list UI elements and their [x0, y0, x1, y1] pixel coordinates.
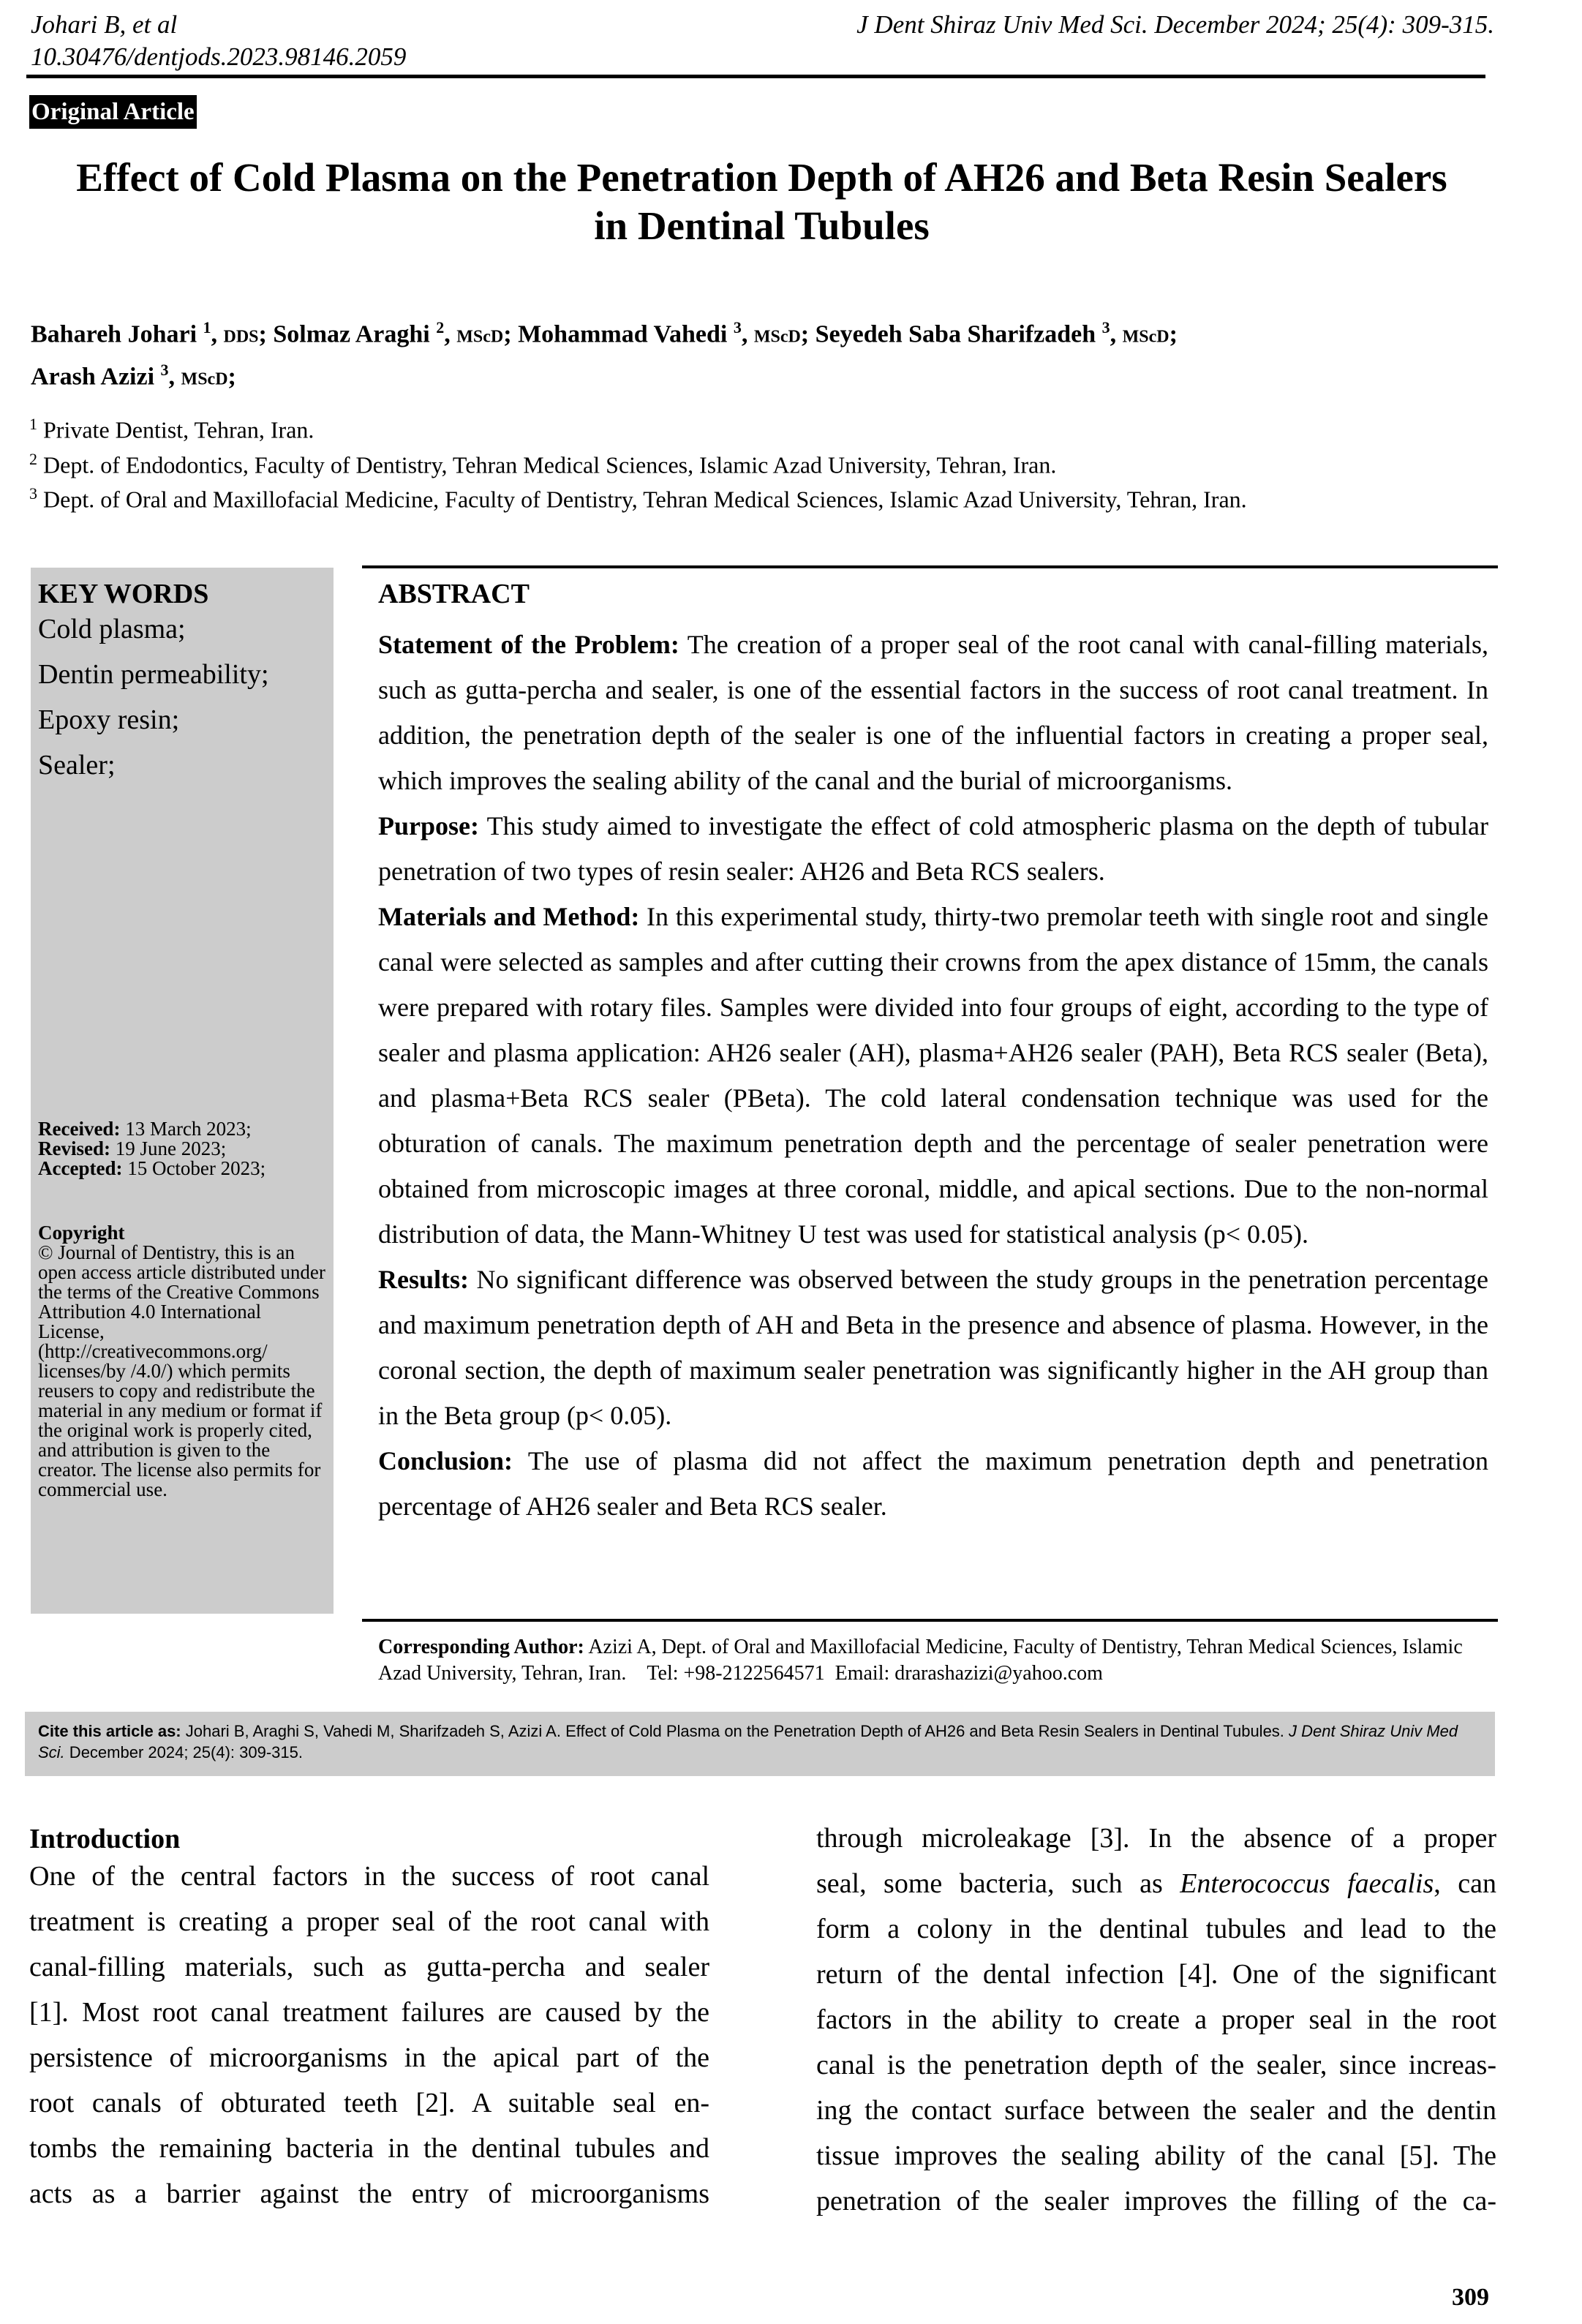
body-line: canal-filling materials, such as gutta-percha and sealer — [29, 1952, 709, 1982]
abstract-top-rule — [362, 565, 1498, 568]
abstract-section-conclusion: Conclusion: The use of plasma did not affect the maximum penetration depth and penetration percentage of AH26 sealer and Beta RCS sealer. — [378, 1446, 1488, 1521]
body-line: persistence of microorganisms in the apical part of the — [29, 2042, 709, 2073]
keyword-item: Cold plasma; — [38, 614, 186, 644]
running-author: Johari B, et al — [31, 10, 178, 39]
title-line-2: in Dentinal Tubules — [594, 203, 930, 248]
body-line: root canals of obturated teeth [2]. A suitable seal en- — [29, 2088, 709, 2118]
doi[interactable]: 10.30476/dentjods.2023.98146.2059 — [31, 42, 407, 71]
author-name: Arash Azizi — [31, 363, 155, 391]
introduction-heading: Introduction — [29, 1824, 181, 1854]
abstract-section-problem: Statement of the Problem: The creation of a proper seal of the root canal with canal-filling materials, such as gutta-percha and sealer, is one of the essential factors in the success of root canal treatment. In addition, the penetration depth of the sealer is one of the influential factors in creating a proper seal, which improves the sealing ability of the canal and the burial of microorganisms. — [378, 630, 1488, 795]
body-line: penetration of the sealer improves the filling of the ca- — [816, 2186, 1496, 2216]
cite-box — [25, 1712, 1495, 1776]
revised-date: Revised: 19 June 2023; — [38, 1137, 227, 1159]
body-line: acts as a barrier against the entry of microorganisms — [29, 2178, 709, 2209]
accepted-date: Accepted: 15 October 2023; — [38, 1157, 266, 1179]
article-dates — [38, 1119, 331, 1178]
author-affiliation-mark: 2 — [436, 318, 445, 336]
body-line: [1]. Most root canal treatment failures are caused by the — [29, 1997, 709, 2028]
corresponding-email[interactable]: Email: drarashazizi@yahoo.com — [835, 1662, 1103, 1685]
abstract-bottom-rule — [362, 1619, 1498, 1622]
article-type-badge: Original Article — [29, 95, 197, 129]
body-line: seal, some bacteria, such as Enterococcus faecalis, can — [816, 1868, 1497, 1899]
author-degree: MScD — [181, 369, 228, 389]
received-date: Received: 13 March 2023; — [38, 1118, 252, 1140]
author-degree: MScD — [456, 327, 504, 347]
author-degree: MScD — [753, 327, 801, 347]
keywords-heading: KEY WORDS — [38, 579, 209, 609]
affiliation-item: $^1$ Private Dentist, Tehran, Iran. — [29, 415, 314, 443]
body-line: ing the contact surface between the sealer and the dentin — [816, 2095, 1496, 2126]
copyright-text: © Journal of Dentistry, this is an open access article distributed under the terms of the Creative Commons Attribution 4.0 International License, (http://creativecommons.org/ licenses/by /4.0/) which permits reusers to copy and redistribute the material in any medium or format if the original work is properly cited, and attribution is given to the creator. The license also permits for commercial use. — [38, 1241, 325, 1500]
abstract-heading: ABSTRACT — [378, 579, 530, 609]
abstract-section-purpose: Purpose: This study aimed to investigate the effect of cold atmospheric plasma on the depth of tubular penetration of two types of resin sealer: AH26 and Beta RCS sealers. — [378, 811, 1488, 886]
keyword-item: Dentin permeability; — [38, 659, 269, 690]
running-header-left — [31, 9, 406, 73]
body-line: tombs the remaining bacteria in the dentinal tubules and — [29, 2133, 709, 2164]
corresponding-author: Corresponding Author: Azizi A, Dept. of Oral and Maxillofacial Medicine, Faculty of Dentistry, Tehran Medical Sciences, Islamic Azad University, Tehran, Iran. Tel: +98-2122564571 Email: drarashazizi@yahoo.com — [378, 1636, 1463, 1685]
body-line: through microleakage [3]. In the absence of a proper — [816, 1823, 1496, 1854]
author-affiliation-mark: 1 — [203, 318, 211, 336]
article-title — [29, 154, 1494, 250]
affiliations — [29, 410, 1529, 514]
body-line: form a colony in the dentinal tubules and lead to the — [816, 1914, 1496, 1944]
title-line-1: Effect of Cold Plasma on the Penetration Depth of AH26 and Beta Resin Sealers — [76, 155, 1447, 200]
author-name: Bahareh Johari — [31, 320, 197, 348]
author-degree: MScD — [1122, 327, 1169, 347]
author-name: Seyedeh Saba Sharifzadeh — [815, 320, 1096, 348]
keyword-item: Sealer; — [38, 750, 116, 781]
author-list: Bahareh Johari $^1$, DDS; Solmaz Araghi $^2$, MScD; Mohammad Vahedi $^3$, MScD; Seyedeh Saba Sharifzadeh $^3$, MScD; Arash Azizi $^3$, MScD; — [31, 318, 1178, 391]
author-affiliation-mark: 3 — [733, 318, 742, 336]
abstract-section-results: Results: No significant difference was observed between the study groups in the penetration percentage and maximum penetration depth of AH and Beta in the presence and absence of plasma. However, in the coronal section, the depth of maximum sealer penetration was significantly higher in the AH group than in the Beta group (p< 0.05). — [378, 1265, 1488, 1430]
author-affiliation-mark: 3 — [1101, 318, 1110, 336]
author-affiliation-mark: 3 — [160, 361, 169, 380]
affiliation-item: $^3$ Dept. of Oral and Maxillofacial Medicine, Faculty of Dentistry, Tehran Medical Sciences, Islamic Azad University, Tehran, Iran. — [29, 484, 1247, 513]
author-degree: DDS — [223, 327, 259, 347]
header-rule — [26, 75, 1485, 78]
body-line: factors in the ability to create a proper seal in the root — [816, 2004, 1496, 2035]
copyright-heading: Copyright — [38, 1222, 125, 1244]
body-line: canal is the penetration depth of the sealer, since increas- — [816, 2050, 1496, 2080]
abstract-body — [378, 622, 1488, 1529]
affiliation-item: $^2$ Dept. of Endodontics, Faculty of Dentistry, Tehran Medical Sciences, Islamic Azad University, Tehran, Iran. — [29, 449, 1057, 478]
body-line: One of the central factors in the success of root canal — [29, 1861, 709, 1892]
corresponding-tel: Tel: +98-2122564571 — [647, 1662, 825, 1685]
body-column-left — [29, 1854, 709, 2216]
copyright-notice — [38, 1223, 331, 1500]
body-line: treatment is creating a proper seal of the root canal with — [29, 1906, 709, 1937]
journal-citation: J Dent Shiraz Univ Med Sci. December 2024; 25(4): 309-315. — [856, 10, 1494, 39]
author-name: Solmaz Araghi — [273, 320, 430, 348]
abstract-section-methods: Materials and Method: In this experimental study, thirty-two premolar teeth with single root and single canal were selected as samples and after cutting their crowns from the apex distance of 15mm, the canals were prepared with rotary files. Samples were divided into four groups of eight, according to the type of sealer and plasma application: AH26 sealer (AH), plasma+AH26 sealer (PAH), Beta RCS sealer (Beta), and plasma+Beta RCS sealer (PBeta). The cold lateral condensation technique was used for the obturation of canals. The maximum penetration depth and the percentage of sealer penetration were obtained from microscopic images at three coronal, middle, and apical sections. Due to the non-normal distribution of data, the Mann-Whitney U test was used for statistical analysis (p< 0.05). — [378, 902, 1489, 1249]
body-line: return of the dental infection [4]. One of the significant — [816, 1959, 1496, 1990]
cite-text: Cite this article as: Johari B, Araghi S, Vahedi M, Sharifzadeh S, Azizi A. Effect of Cold Plasma on the Penetration Depth of AH26 and Beta Resin Sealers in Dentinal Tubules. J Dent Shiraz Univ Med Sci. December 2024; 25(4): 309-315. — [38, 1722, 1458, 1761]
keyword-item: Epoxy resin; — [38, 704, 180, 735]
page-number: 309 — [1452, 2284, 1489, 2311]
author-name: Mohammad Vahedi — [518, 320, 728, 348]
body-column-right — [816, 1816, 1496, 2224]
body-line: tissue improves the sealing ability of the canal [5]. The — [816, 2140, 1496, 2171]
